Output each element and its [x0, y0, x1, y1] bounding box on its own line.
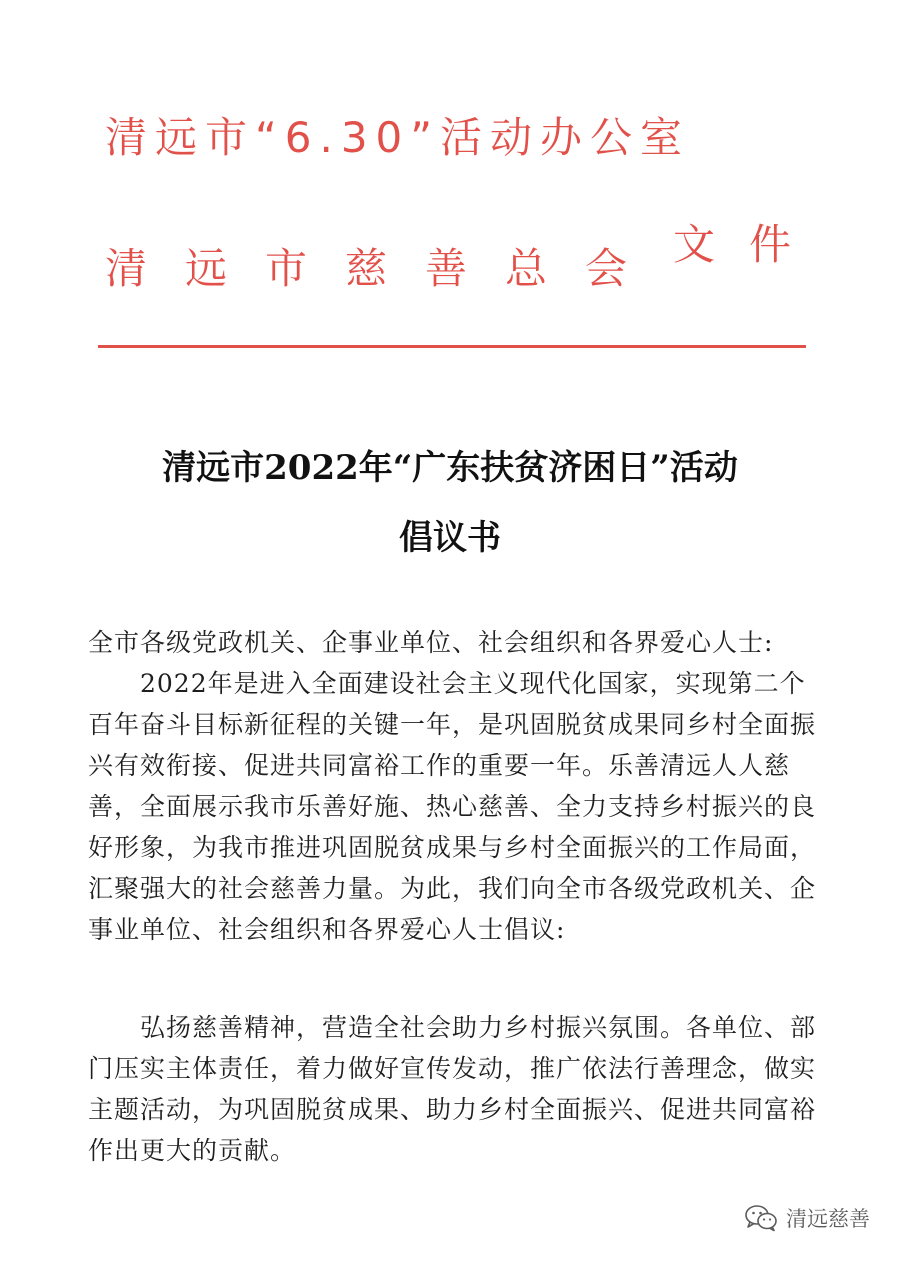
- wechat-icon: [744, 1204, 778, 1232]
- body-paragraph: 弘扬慈善精神，营造全社会助力乡村振兴氛围。各单位、部门压实主体责任，着力做好宣传发动，推广依法行善理念，做实主题活动，为巩固脱贫成果、助力乡村全面振兴、促进共同富裕作出更大的贡献。: [88, 1013, 817, 1165]
- issuing-association-name: 清远市慈善总会: [105, 244, 666, 293]
- body-paragraph: 2022年是进入全面建设社会主义现代化国家，实现第二个百年奋斗目标新征程的关键一年，是巩固脱贫成果同乡村全面振兴有效衔接、促进共同富裕工作的重要一年。乐善清远人人慈善，全面展示我市乐善好施、热心慈善、全力支持乡村振兴的良好形象，为我市推进巩固脱贫成果与乡村全面振兴的工作局面，汇聚强大的社会慈善力量。为此，我们向全市各级党政机关、企事业单位、社会组织和各界爱心人士倡议:: [88, 669, 817, 944]
- issuing-office-name: 清远市“6.30”活动办公室: [105, 113, 691, 162]
- red-header-divider: [98, 345, 806, 348]
- document-label: 文件: [673, 220, 826, 269]
- salutation: 全市各级党政机关、企事业单位、社会组织和各界爱心人士:: [88, 628, 774, 657]
- document-subtitle: 倡议书: [399, 518, 501, 558]
- account-watermark: [744, 1203, 870, 1233]
- watermark-text: 清远慈善: [786, 1207, 870, 1231]
- document-title: 清远市2022年“广东扶贫济困日”活动: [162, 448, 738, 488]
